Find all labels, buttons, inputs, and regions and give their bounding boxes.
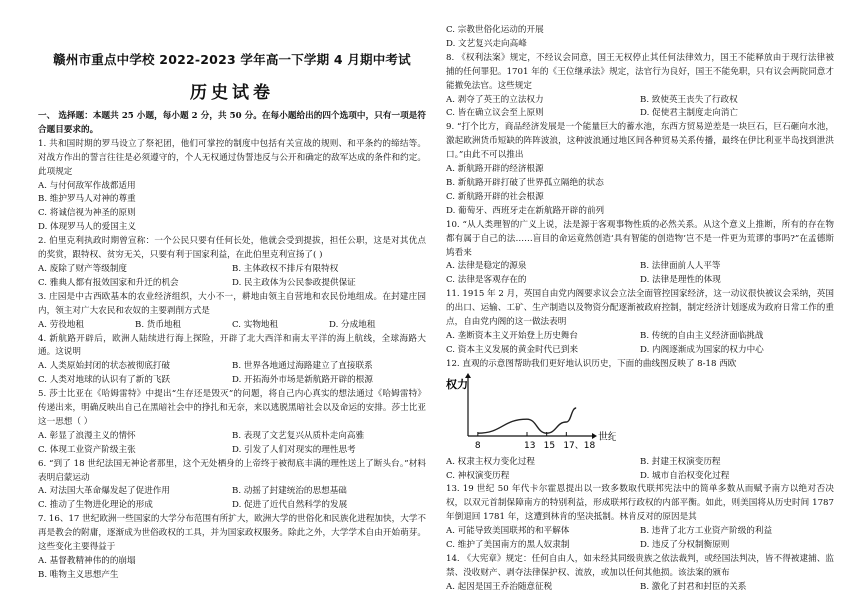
option[interactable]: A. 与付何敌军作战都适用 [38,180,136,191]
question-item [38,513,426,583]
question-stem: 10. “从人类理智的广义上说，法是源于客观事物性质的必然关系。从这个意义上推断，所有的存在物都有属于自己的法……盲目的命运竟然创造‘具有智能的创造物’岂不是一件更为荒谬的事吗?”在孟德斯鸠看来 [446,219,834,258]
option[interactable]: B. 封建王权演变历程 [640,456,721,467]
question-stem: 11. 1915 年 2 月，英国自由党内阁要求议会立法全面管控国家经济，这一动议很快被议会采纳，英国的出口、运输、工矿、生产制造以及物资分配逐渐被政府控制，制定经济计划逐成为政府日常工作的重点，自由党内阁的这一做法表明 [446,289,834,328]
option[interactable]: D. 违反了分权制衡原则 [640,540,730,551]
option-row [446,107,834,121]
option[interactable]: A. 对法国大革命爆发起了促进作用 [38,486,170,497]
option[interactable]: B. 激化了封君和封臣的关系 [640,581,747,592]
option[interactable]: C. 维护了美国南方的黑人奴隶制 [446,540,570,551]
option[interactable]: D. 分成地租 [329,319,376,330]
question-stem: 8. 《权利法案》规定，不经议会同意，国王无权停止其任何法律效力，国王不能释放由于现行法律被捕的任何罪犯。1701 年的《王位继承法》规定，法官行为良好，国王不能免职，只有议会两院同意才能撤免法官。这些规定 [446,52,834,91]
option[interactable]: A. 人类原始封闭的状态被彻底打破 [38,361,170,372]
option-row [38,499,426,513]
option[interactable]: C. 将诚信视为神圣的原则 [38,208,136,219]
option[interactable]: A. 劳役地租 [38,319,85,330]
section-heading: 一、 选择题：本题共 25 小题，每小题 2 分，共 50 分。在每小题给出的四个选项中，只有一项是符合题目要求的。 [38,111,426,135]
left-flow [38,110,426,583]
option[interactable]: B. 表现了文艺复兴从质朴走向高雅 [232,430,365,441]
option[interactable]: B. 维护罗马人对神的尊重 [38,194,136,205]
option[interactable]: C. 神权演变历程 [446,470,510,481]
question-stem: 3. 庄园是中古西欧基本的农业经济组织，大小不一，耕地由领主自营地和农民份地组成。在封建庄园内，领主对广大农民和农奴的主要剥削方式是 [38,291,426,316]
question-stem: 6. “到了 18 世纪法国无神论者那里，这个无处栖身的上帝终于被彻底丰满的理性送上了断头台。”材料表明启蒙运动 [38,458,426,483]
question-stem: 4. 新航路开辟后，欧洲人陆续进行海上探险，开辟了北大西洋和南太平洋的海上航线，全球海路大通。这说明 [38,333,426,358]
option[interactable]: D. 开拓海外市场是新航路开辟的根源 [232,375,373,386]
option[interactable]: C. 人类对地球的认识有了新的飞跃 [38,375,171,386]
question-stem: 1. 共和国时期的罗马设立了祭祀团，他们可掌控的制度中包括有关宣战的规则、和平条约的缔结等。对战方作出的誓言往往是必须遵守的，个人无权通过伪誓违反与公开和确定的敌军达成的条件和约定。此项规定 [38,138,426,177]
option[interactable]: C. 实物地租 [232,319,279,330]
option-row [38,444,426,458]
question-stem: 12. 直观的示意图帮助我们更好地认识历史，下面的曲线图反映了 8-18 西欧 [446,358,737,369]
option-row [446,274,834,288]
question-item [38,291,426,333]
question-item [446,553,834,595]
option[interactable]: D. 城市自治权变化过程 [640,470,730,481]
option[interactable]: B. 致使英王丧失了行政权 [640,94,738,105]
option[interactable]: D. 促进了近代自然科学的发展 [232,500,348,511]
option[interactable]: A. 基督教精神伟的的崩塌 [38,556,136,566]
option[interactable]: B. 违背了北方工业资产阶级的利益 [640,526,773,537]
option[interactable]: B. 唯物主义思想产生 [38,569,119,580]
option[interactable]: C. 法律是客观存在的 [446,275,527,286]
option[interactable]: C. 宗教世俗化运动的开展 [446,25,544,35]
option[interactable]: A. 垄断资本主义开始登上历史舞台 [446,330,578,341]
left-question-list [38,138,426,583]
option[interactable]: A. 废除了财产等级制度 [38,263,128,274]
option[interactable]: C. 体现工业资产阶级主张 [38,444,136,455]
option[interactable]: C. 雅典人都有报效国家和升迁的机会 [38,277,179,288]
x-tick-label: 17、18 [563,440,596,451]
x-tick-label: 8 [474,440,481,451]
option-row [38,277,426,291]
question-item [446,483,834,553]
option-row [38,485,426,499]
option[interactable]: B. 世界各地通过海路建立了直接联系 [232,361,373,372]
x-axis-label: 世纪 [598,431,616,443]
option[interactable]: A. 彰显了浪漫主义的情怀 [38,430,136,441]
option-row [446,344,834,358]
question-item [446,52,834,122]
option-row [446,539,834,553]
option[interactable]: B. 主体政权不排斥有限特权 [232,263,339,274]
subject-title: 历史试卷 [190,83,274,103]
right-flow [446,24,834,595]
option[interactable]: C. 资本主义发展的黄金时代已到来 [446,344,579,355]
option[interactable]: A. 法律是稳定的源泉 [446,261,527,272]
series-line [478,408,576,433]
question-item [38,333,426,389]
question-stem: 7. 16、17 世纪欧洲一些国家的大学分布范围有所扩大，欧洲大学的世俗化和民族化进程加快，大学不再是教会的附庸，逐渐成为世俗政权的工具，并为国家政权服务。除此之外，大学学术自由开始萌芽。这些变化主要得益于 [38,514,426,553]
y-axis-label: 权力 [446,377,468,391]
question-figure [446,372,834,456]
option-row [446,94,834,108]
option[interactable]: D. 内阁逐渐成为国家的权力中心 [640,344,764,355]
option-row [446,260,834,274]
option[interactable]: B. 动摇了封建统治的思想基础 [232,486,347,497]
option[interactable]: B. 货币地租 [135,319,182,330]
x-tick-label: 13 [524,440,536,451]
option[interactable]: A. 剥夺了英王的立法权力 [446,94,544,105]
question-item [38,388,426,458]
question-stem: 2. 伯里克利执政时期曾宣称：一个公民只要有任何长处，他就会受到提拔，担任公职，这是对其优点的奖赏，跟特权、贫穷无关，只要有利于国家利益，在此伯里克利宣扬了( ) [38,236,426,261]
option[interactable]: A. 可能导致美国联邦的和平解体 [446,526,570,537]
power-curve-chart [446,372,616,454]
option[interactable]: D. 葡萄牙、西班牙走在新航路开辟的前列 [446,205,605,216]
option[interactable]: D. 体现罗马人的爱国主义 [38,222,136,233]
option[interactable]: D. 文艺复兴走向高峰 [446,38,527,49]
question-stem: 13. 19 世纪 50 年代卡尔霍恩提出以一致多数取代联邦宪法中的简单多数从而赋予南方以绝对否决权，以双元首制保障南方的特别利益，形成联邦行政权的内部平衡。如此，则美国将从历史时间 1787 年倒退回 1781 年，这遭到林肯的坚决抵制。林肯反对的原因是其 [446,484,834,523]
option[interactable]: D. 民主政体为公民参政提供保证 [232,277,356,288]
option[interactable]: A. 权隶主权力变化过程 [446,456,536,467]
option[interactable]: D. 引发了人们对现实的理性思考 [232,444,356,455]
exam-title: 赣州市重点中学校 2022-2023 学年高一下学期 4 月期中考试 [53,52,411,67]
option[interactable]: C. 推动了生物进化理论的形成 [38,500,153,511]
option-row [38,263,426,277]
question-item [446,121,834,218]
option[interactable]: D. 法律是理性的体现 [640,275,721,286]
right-question-list [446,52,834,595]
option-row [38,430,426,444]
option-row [38,360,426,374]
option[interactable]: B. 新航路开辟打破了世界孤立隔绝的状态 [446,177,604,188]
question-item [446,288,834,358]
right-column [446,0,834,607]
option[interactable]: C. 新航路开辟的社会根源 [446,191,544,202]
x-axis-arrow [592,433,597,439]
question-item [38,138,426,235]
option-row [446,581,834,595]
question-item [38,458,426,514]
x-tick-label: 15 [543,440,556,451]
question-stem: 9. “打个比方，商品经济发展是一个能量巨大的蓄水池，东西方贸易逆差是一块巨石，巨石砸向水池，激起欧洲货币短缺的阵阵波浪，这种波浪通过地区间各种贸易关系传播，最终在伊比利亚半岛找到泄洪口。”由此不可以推出 [446,122,834,161]
question-item [38,235,426,291]
option[interactable]: A. 起因是国王乔治随意征税 [446,581,553,592]
option-row [446,330,834,344]
option[interactable]: B. 法律面前人人平等 [640,261,721,272]
left-column [38,0,426,607]
option[interactable]: B. 传统的自由主义经济面临挑战 [640,330,764,341]
option-row [38,319,426,333]
question-item [446,219,834,289]
option-row [446,456,834,470]
question-item [446,358,834,484]
option-row [38,374,426,388]
question-stem: 5. 莎士比亚在《哈姆雷特》中提出“生存还是毁灭”的问题，将自己内心真实的想法通过《哈姆雷特》传递出来，明确反映出自己在黑暗社会中的挣扎和无奈，来以逃脱黑暗社会以及命运的安排。莎士比亚这一思想（ ） [38,389,426,427]
option-row [446,470,834,484]
option[interactable]: A. 新航路开辟的经济根源 [446,164,544,175]
question-stem: 14. 《大宪章》规定：任何自由人，如未经其同级贵族之依法裁判，或经国法判决，皆不得被逮捕、监禁、没收财产、剥夺法律保护权、流放，或加以任何其他损。该法案的颁布 [446,554,834,578]
option-row [446,525,834,539]
option[interactable]: C. 皆在确立议会至上原则 [446,108,544,119]
option[interactable]: D. 促使君主制度走向消亡 [640,108,738,119]
